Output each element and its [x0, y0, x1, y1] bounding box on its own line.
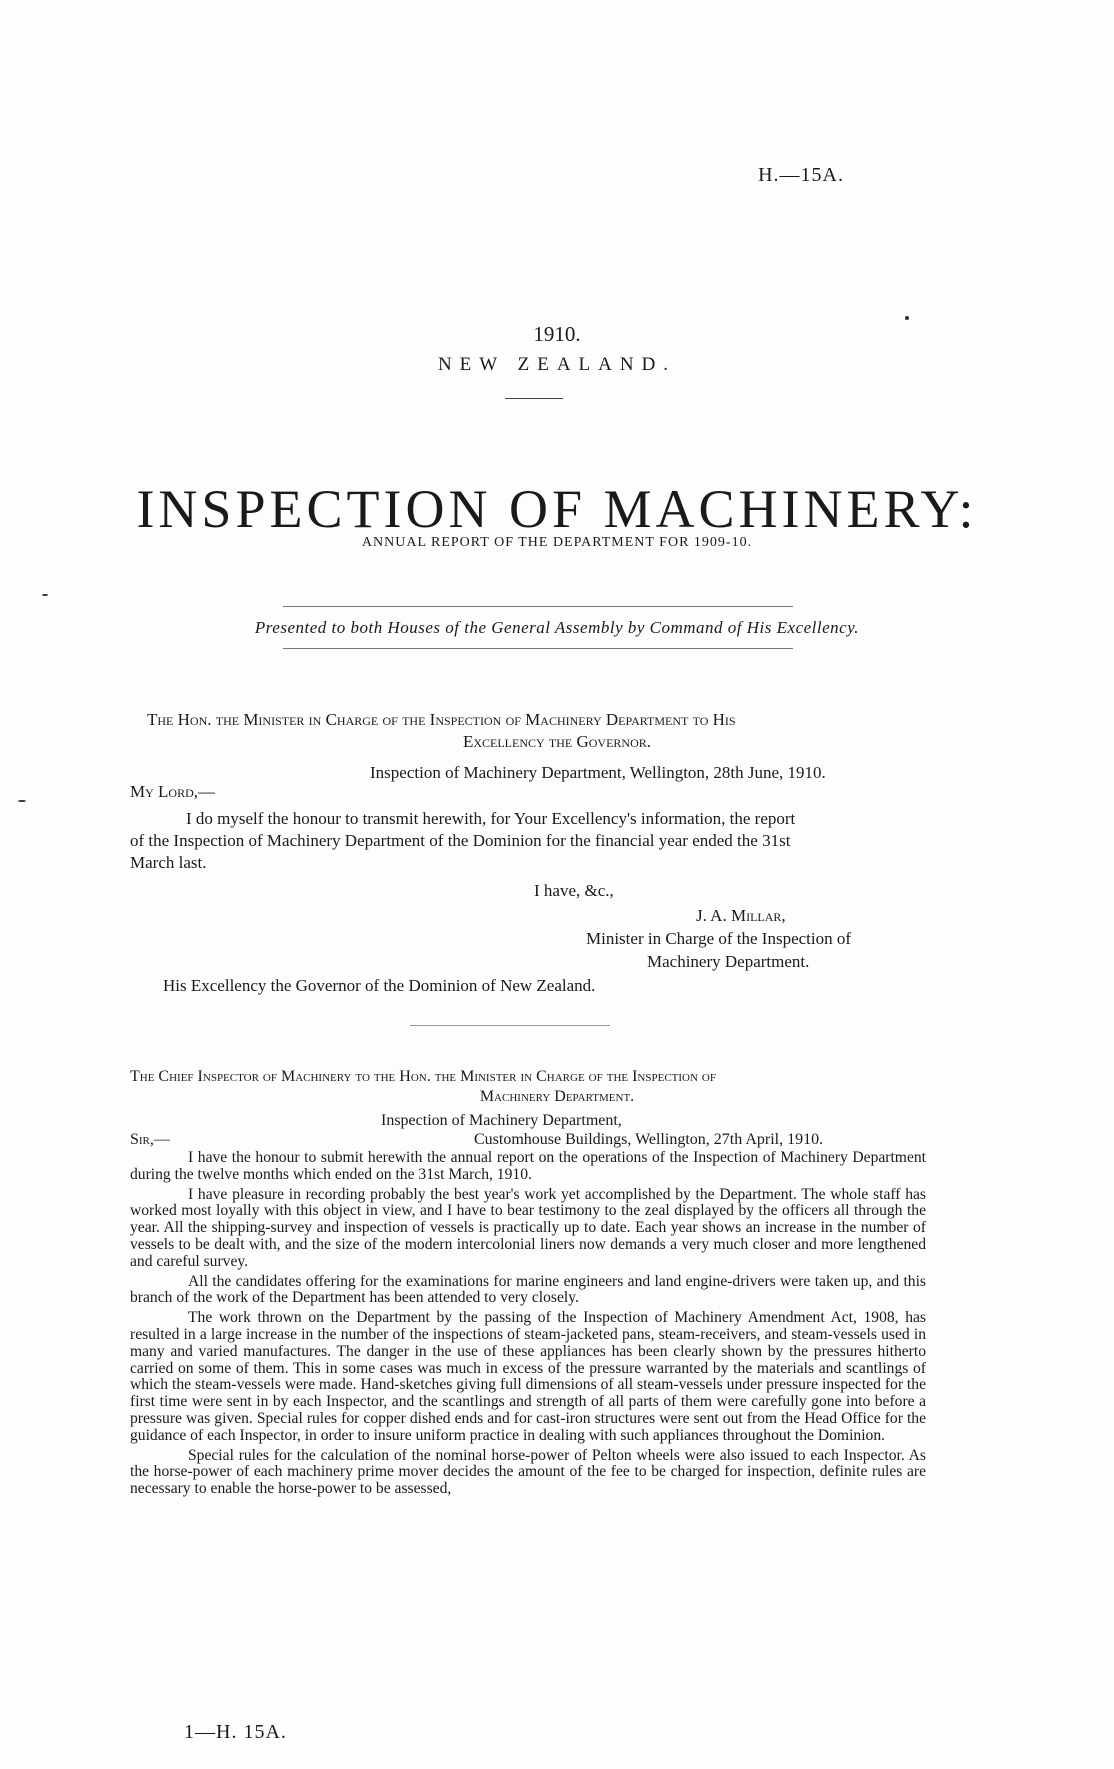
footer-page-reference: 1—H. 15A. — [184, 1721, 287, 1743]
report-title: INSPECTION OF MACHINERY: — [136, 479, 978, 539]
report-year: 1910. — [533, 322, 581, 346]
letter2-salutation: Sir,— — [130, 1131, 170, 1148]
letter2-body — [130, 1150, 926, 1498]
letter2-address: Customhouse Buildings, Wellington, 27th April, 1910. — [474, 1131, 824, 1148]
presentation-note: Presented to both Houses of the General Assembly by Command of His Excellency. — [254, 618, 860, 637]
letter1-dateline: Inspection of Machinery Department, Wellington, 28th June, 1910. — [370, 763, 826, 782]
letter2-heading: The Chief Inspector of Machinery to the Hon. the Minister in Charge of the Inspection of — [130, 1068, 716, 1085]
paragraph: The work thrown on the Department by the passing of the Inspection of Machinery Amendment Act, 1908, has resulted in a large increase in the number of the inspections of steam-jacketed pans, steam-receivers, and steam-vessels used in many and varied manufactures. The danger in the use of these appliances has been clearly shown by the pressures hitherto carried on some of them. This in some cases was much in excess of the pressure warranted by the materials and scantlings of which the steam-vessels were made. Hand-sketches giving full dimensions of all steam-vessels under pressure inspected for the first time were sent in by each Inspector, and the scantlings and strength of all parts of them were carefully gone into before a pressure was given. Special rules for copper dished ends and for cast-iron structures were sent out from the Head Office for the guidance of each Inspector, in order to insure uniform practice in dealing with such appliances throughout the Dominion. — [130, 1309, 926, 1444]
paragraph: Special rules for the calculation of the nominal horse-power of Pelton wheels were also issued to each Inspector. As the horse-power of each machinery prime mover decides the amount of the fee to be charged for inspection, definite rules are necessary to enable the horse-power to be assessed, — [130, 1446, 926, 1498]
country-name: NEW ZEALAND. — [437, 354, 677, 375]
letter1-heading-cont: Excellency the Governor. — [462, 732, 652, 751]
print-speck — [42, 594, 48, 596]
divider — [283, 606, 793, 607]
letter1-signatory-title: Minister in Charge of the Inspection of — [586, 929, 852, 948]
letter2-heading-cont: Machinery Department. — [479, 1088, 635, 1105]
letter1-heading: The Hon. the Minister in Charge of the Inspection of Machinery Department to His — [147, 710, 736, 729]
letter1-salutation: My Lord,— — [130, 782, 216, 801]
paragraph: I have the honour to submit herewith the annual report on the operations of the Inspection of Machinery Department during the twelve months which ended on the 31st March, 1910. — [130, 1149, 926, 1183]
divider — [410, 1025, 610, 1026]
letter1-body: I do myself the honour to transmit herewith, for Your Excellency's information, the report — [186, 809, 796, 828]
divider — [505, 398, 563, 399]
letter1-closing: I have, &c., — [534, 881, 614, 900]
letter1-addressee: His Excellency the Governor of the Dominion of New Zealand. — [163, 976, 596, 995]
letter2-address: Inspection of Machinery Department, — [381, 1112, 622, 1129]
paragraph: All the candidates offering for the examinations for marine engineers and land engine-drivers were taken up, and this branch of the work of the Department has been attended to very closely. — [130, 1272, 926, 1307]
letter1-signatory-title: Machinery Department. — [647, 952, 810, 971]
print-speck — [905, 316, 909, 320]
divider — [283, 648, 793, 649]
report-subtitle: ANNUAL REPORT OF THE DEPARTMENT FOR 1909-10. — [361, 535, 753, 550]
paragraph: I have pleasure in recording probably the best year's work yet accomplished by the Department. The whole staff has worked most loyally with this object in view, and I have to bear testimony to the zeal displayed by the officers all through the year. All the shipping-survey and inspection of vessels is practically up to date. Each year shows an increase in the number of vessels to be dealt with, and the size of the modern intercolonial liners now demands a very much closer and more lengthened and careful survey. — [130, 1185, 926, 1270]
letter1-signatory: J. A. Millar, — [696, 906, 786, 925]
letter1-body: of the Inspection of Machinery Department of the Dominion for the financial year ended the 31st — [130, 831, 791, 850]
letter1-body: March last. — [130, 853, 207, 872]
page-reference: H.—15A. — [758, 164, 844, 186]
print-speck — [18, 800, 26, 802]
